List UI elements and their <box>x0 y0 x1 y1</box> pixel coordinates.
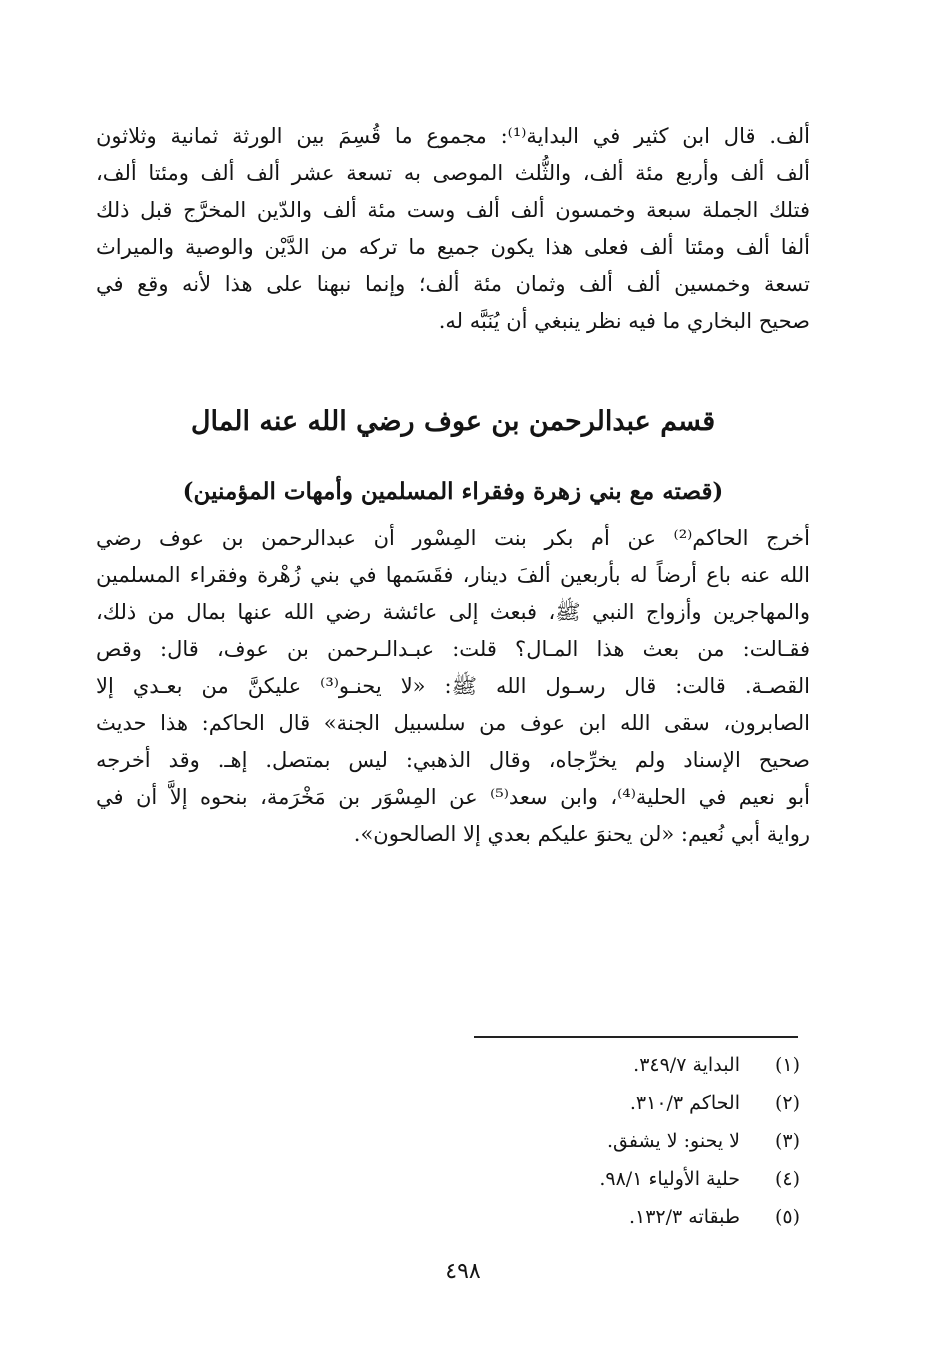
footnote-item <box>420 1046 800 1084</box>
footnote-text: حلية الأولياء ٩٨/١. <box>599 1168 740 1190</box>
footnote-text: البداية ٣٤٩/٧. <box>633 1054 740 1076</box>
footnotes-list <box>420 1046 800 1236</box>
text-line: ألفا ألف ومئتا ألف فعلى هذا يكون جميع ما تركه من الدَّيْن والوصية والميراث <box>96 235 810 259</box>
text-line: أبو نعيم في الحلية⁽⁴⁾، وابن سعد⁽⁵⁾ عن المِسْوَر بن مَخْرَمة، بنحوه إلاَّ أن في <box>96 785 810 809</box>
footnote-number: (١) <box>774 1054 800 1076</box>
footnote-item <box>420 1198 800 1236</box>
text-line: والمهاجرين وأزواج النبي ﷺ، فبعث إلى عائشة رضي الله عنها بمال من ذلك، <box>96 600 810 624</box>
footnote-text: الحاكم ٣١٠/٣. <box>629 1092 740 1114</box>
text-line: تسعة وخمسين ألف ألف وثمان مئة ألف؛ وإنما نبهنا على هذا لأنه وقع في <box>96 272 810 296</box>
text-line: صحيح الإسناد ولم يخرِّجاه، وقال الذهبي: ليس بمتصل. إهـ. وقد أخرجه <box>96 748 810 772</box>
text-line: الصابرون، سقى الله ابن عوف من سلسبيل الجنة» قال الحاكم: هذا حديث <box>96 711 810 735</box>
text-line: صحيح البخاري ما فيه نظر ينبغي أن يُنَبَّه له. <box>438 309 810 333</box>
text-line: أخرج الحاكم⁽²⁾ عن أم بكر بنت المِسْور أن عبدالرحمن بن عوف رضي <box>96 526 810 550</box>
text-line: ألف ألف وأربع مئة ألف، والثُّلث الموصى به تسعة عشر ألف ألف ومئتا ألف، <box>96 161 810 185</box>
footnote-number: (٣) <box>774 1130 800 1152</box>
footnote-item <box>420 1122 800 1160</box>
paragraph-inheritance <box>96 118 810 340</box>
text-line: الله عنه باع أرضاً له بأربعين ألفَ دينار، فقَسَمها في بني زُهْرة وفقراء المسلمين <box>96 563 810 587</box>
footnote-number: (٥) <box>774 1206 800 1228</box>
text-line: فتلك الجملة سبعة وخمسون ألف ألف وست مئة ألف والدّين المخرَّج قبل ذلك <box>96 198 810 222</box>
text-line: القصـة. قالت: قال رسـول الله ﷺ: «لا يحنـو⁽³⁾ عليكنَّ من بعـدي إلا <box>96 674 810 698</box>
section-subheading: (قصته مع بني زهرة وفقراء المسلمين وأمهات المؤمنين) <box>182 478 724 505</box>
section-heading: قسم عبدالرحمن بن عوف رضي الله عنه المال <box>190 406 716 437</box>
text-line: فقـالت: من بعث هذا المـال؟ قلت: عبـدالـرحمن بن عوف، قال: وقص <box>96 637 810 661</box>
page-number: ٤٩٨ <box>445 1259 481 1284</box>
footnote-number: (٤) <box>774 1168 800 1190</box>
paragraph-story <box>96 520 810 853</box>
footnote-text: لا يحنو: لا يشفق. <box>606 1130 740 1152</box>
footnote-item <box>420 1160 800 1198</box>
footnote-item <box>420 1084 800 1122</box>
footnote-text: طبقاته ١٣٢/٣. <box>628 1206 740 1228</box>
footnote-number: (٢) <box>774 1092 800 1114</box>
text-line: رواية أبي نُعيم: «لن يحنوَ عليكم بعدي إلا الصالحون». <box>353 822 810 846</box>
text-line: ألف. قال ابن كثير في البداية⁽¹⁾: مجموع ما قُسِمَ بين الورثة ثمانية وثلاثون <box>96 124 810 148</box>
footnote-separator <box>474 1036 798 1038</box>
